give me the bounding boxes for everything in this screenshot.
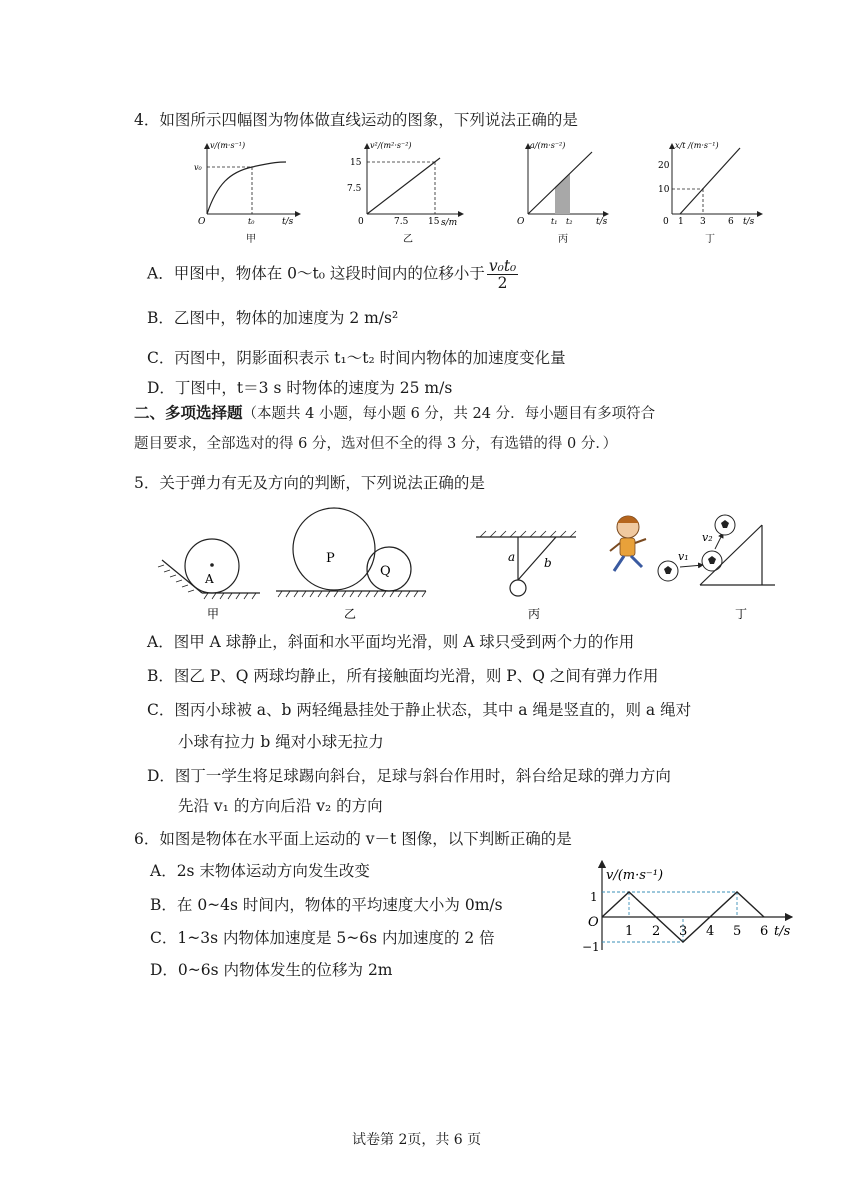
yi-ytick-7.5: 7.5	[347, 184, 362, 194]
q4-graph-bing	[508, 138, 618, 246]
q4-graph-yi	[345, 138, 470, 246]
fig-ding-caption: 丁	[735, 607, 748, 621]
q4-stem: 4．如图所示四幅图为物体做直线运动的图象，下列说法正确的是	[134, 111, 578, 129]
vt-xlabel: t/s	[774, 924, 791, 939]
q5-option-d-line2: 先沿 v₁ 的方向后沿 v₂ 的方向	[178, 797, 383, 815]
ball-q-label: Q	[380, 564, 391, 579]
q4-graph-ding	[650, 138, 770, 246]
q4-option-d: D．丁图中，t＝3 s 时物体的速度为 25 m/s	[147, 379, 453, 397]
jia-ylabel: v/(m·s⁻¹)	[210, 141, 246, 150]
section-2-title: 二、多项选择题	[134, 404, 243, 422]
q4-option-c: C．丙图中，阴影面积表示 t₁～t₂ 时间内物体的加速度变化量	[147, 349, 566, 367]
q5-option-a: A．图甲 A 球静止，斜面和水平面均光滑，则 A 球只受到两个力的作用	[147, 633, 635, 651]
vt-xtick-3: 3	[679, 924, 688, 939]
ball-a-label: A	[205, 572, 214, 586]
fraction-denominator: 2	[497, 274, 508, 292]
bing-xlabel: t/s	[596, 217, 608, 227]
yi-ytick-15: 15	[350, 158, 362, 168]
q5-option-c-line1: C．图丙小球被 a、b 两轻绳悬挂处于静止状态，其中 a 绳是竖直的，则 a 绳对	[147, 701, 692, 719]
q4-graph-jia	[190, 138, 305, 246]
bing-origin: O	[517, 217, 525, 227]
jia-origin: O	[198, 217, 206, 227]
ball-p-label: P	[326, 551, 335, 566]
bing-ylabel: a/(m·s⁻²)	[530, 141, 566, 150]
bing-xtick-t2: t₂	[566, 217, 573, 226]
football-icon	[658, 561, 678, 581]
figure-bing	[476, 531, 576, 621]
yi-xtick-15: 15	[428, 217, 440, 227]
vt-xtick-5: 5	[733, 924, 742, 939]
figure-ding	[610, 515, 775, 621]
yi-ylabel: v²/(m²·s⁻²)	[370, 141, 412, 150]
ding-origin: 0	[663, 217, 669, 227]
v1-label: v₁	[678, 550, 689, 563]
jia-caption: 甲	[246, 234, 256, 245]
bing-caption: 丙	[558, 234, 568, 245]
vt-xtick-4: 4	[706, 924, 715, 939]
figure-jia	[158, 539, 260, 621]
vt-ytick-minus1: −1	[582, 940, 600, 954]
q5-figures	[150, 505, 800, 625]
fig-yi-caption: 乙	[344, 607, 357, 621]
student-icon	[610, 516, 646, 571]
ding-ytick-10: 10	[658, 185, 670, 195]
section-2-line1	[134, 403, 655, 424]
yi-origin: 0	[358, 217, 364, 227]
page-footer: 试卷第 2页，共 6 页	[352, 1132, 482, 1148]
vt-ylabel: v/(m·s⁻¹)	[606, 868, 664, 883]
q5-stem: 5．关于弹力有无及方向的判断，下列说法正确的是	[134, 474, 485, 492]
ding-ylabel: x/t /(m·s⁻¹)	[675, 141, 719, 150]
yi-xlabel: s/m	[441, 218, 458, 228]
vt-origin: O	[588, 915, 599, 930]
ding-xtick-6: 6	[728, 217, 734, 227]
ding-xlabel: t/s	[743, 217, 755, 227]
figure-yi	[276, 508, 426, 621]
section-2-line2: 题目要求，全部选对的得 6 分，选对但不全的得 3 分，有选错的得 0 分．）	[134, 436, 618, 452]
v2-label: v₂	[702, 531, 713, 544]
jia-xlabel: t/s	[282, 217, 294, 227]
q5-option-c-line2: 小球有拉力 b 绳对小球无拉力	[178, 733, 384, 751]
fig-bing-caption: 丙	[528, 607, 541, 621]
q4-option-b: B．乙图中，物体的加速度为 2 m/s²	[147, 309, 399, 327]
q4-option-a-text: A．甲图中，物体在 0～t₀ 这段时间内的位移小于	[147, 264, 485, 283]
yi-xtick-7.5: 7.5	[394, 217, 409, 227]
football-icon	[702, 551, 722, 571]
ding-ytick-20: 20	[658, 161, 670, 171]
ding-caption: 丁	[705, 234, 715, 245]
q5-option-b: B．图乙 P、Q 两球均静止，所有接触面均光滑，则 P、Q 之间有弹力作用	[147, 667, 659, 685]
ding-xtick-1: 1	[678, 217, 684, 227]
vt-ytick-1: 1	[590, 890, 598, 904]
jia-ytick: v₀	[194, 163, 202, 172]
q4-option-a	[147, 258, 518, 291]
fraction-numerator: v₀t₀	[488, 257, 517, 275]
jia-xtick: t₀	[248, 217, 255, 226]
fraction	[487, 258, 518, 291]
rope-a-label: a	[508, 550, 516, 564]
q6-option-b: B．在 0~4s 时间内，物体的平均速度大小为 0m/s	[150, 896, 503, 914]
rope-b-label: b	[544, 556, 552, 570]
football-icon	[715, 515, 735, 535]
q5-option-d-line1: D．图丁一学生将足球踢向斜台，足球与斜台作用时，斜台给足球的弹力方向	[147, 767, 671, 785]
ding-xtick-3: 3	[700, 217, 706, 227]
fig-jia-caption: 甲	[207, 607, 220, 621]
yi-caption: 乙	[403, 234, 413, 245]
q6-option-a: A．2s 末物体运动方向发生改变	[150, 862, 370, 880]
vt-xtick-6: 6	[760, 924, 769, 939]
q6-vt-chart	[580, 855, 810, 965]
vt-xtick-1: 1	[625, 924, 634, 939]
bing-xtick-t1: t₁	[551, 217, 558, 226]
vt-xtick-2: 2	[652, 924, 661, 939]
q6-stem: 6．如图是物体在水平面上运动的 v－t 图像，以下判断正确的是	[134, 830, 572, 848]
section-2-note: （本题共 4 小题，每小题 6 分，共 24 分．每小题目有多项符合	[242, 406, 656, 422]
q6-option-c: C．1~3s 内物体加速度是 5~6s 内加速度的 2 倍	[150, 929, 495, 947]
q6-option-d: D．0~6s 内物体发生的位移为 2m	[150, 961, 393, 979]
